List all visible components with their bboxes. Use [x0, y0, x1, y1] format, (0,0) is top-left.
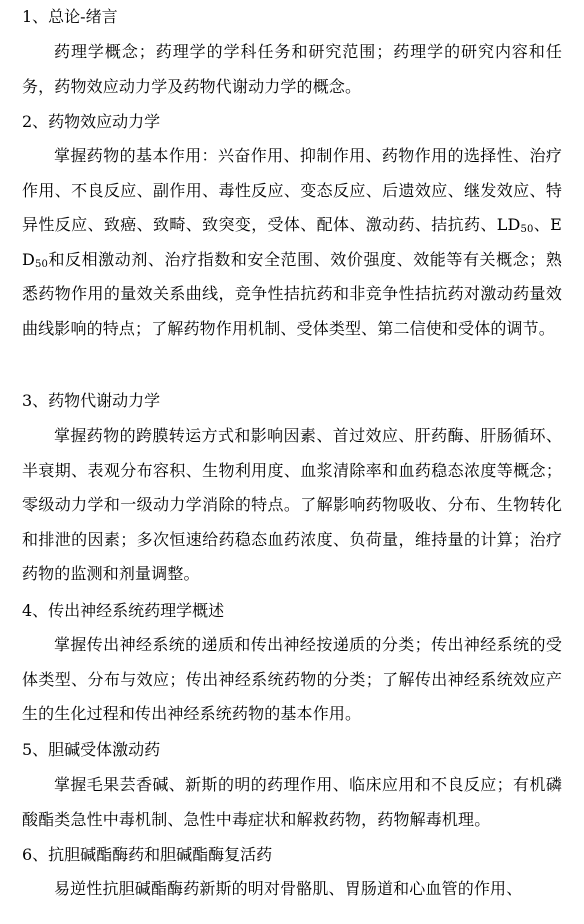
- section-4-paragraph: 掌握传出神经系统的递质和传出神经按递质的分类；传出神经系统的受体类型、分布与效应；传出神经系统药物的分类；了解传出神经系统效应产生的生化过程和传出神经系统药物的基本作用。: [22, 635, 562, 723]
- section-2-paragraph-part-1: 掌握药物的基本作用：兴奋作用、抑制作用、药物作用的选择性、治疗作用、不良反应、副作用、毒性反应、变态反应、后遗效应、继发效应、特异性反应、致癌、致畸、致突变，受体、配体、激动药、拮抗药、: [22, 146, 562, 234]
- ed-label: ED: [22, 215, 562, 269]
- ld-subscript: 50: [520, 224, 534, 235]
- section-6-paragraph: 易逆性抗胆碱酯酶药新斯的明对骨骼肌、胃肠道和心血管的作用、: [54, 879, 523, 898]
- section-4-heading: 4、传出神经系统药理学概述: [22, 601, 225, 620]
- section-6-heading: 6、抗胆碱酯酶药和胆碱酯酶复活药: [22, 845, 273, 864]
- section-1-paragraph: 药理学概念；药理学的学科任务和研究范围；药理学的研究内容和任务，药物效应动力学及药物代谢动力学的概念。: [22, 42, 562, 96]
- section-5-heading: 5、胆碱受体激动药: [22, 740, 161, 759]
- ld-label: LD: [496, 215, 521, 234]
- section-3-heading: 3、药物代谢动力学: [22, 391, 161, 410]
- section-2-paragraph-part-2: 和反相激动剂、治疗指数和安全范围、效价强度、效能等有关概念；熟悉药物作用的量效关系曲线，竞争性拮抗药和非竞争性拮抗药对激动药量效曲线影响的特点；了解药物作用机制、受体类型、第二信使和受体的调节。: [22, 249, 562, 338]
- term-separator: 、: [533, 215, 551, 234]
- section-2-heading: 2、药物效应动力学: [22, 112, 161, 131]
- section-5-paragraph: 掌握毛果芸香碱、新斯的明的药理作用、临床应用和不良反应；有机磷酸酯类急性中毒机制、急性中毒症状和解救药物，药物解毒机理。: [22, 775, 562, 829]
- section-1-heading: 1、总论-绪言: [22, 7, 118, 26]
- ed-subscript: 50: [34, 258, 49, 270]
- ld50-term: [497, 215, 534, 234]
- section-2-paragraph: [22, 139, 562, 346]
- section-3-paragraph: 掌握药物的跨膜转运方式和影响因素、首过效应、肝药酶、肝肠循环、半衰期、表观分布容积、生物利用度、血浆清除率和血药稳态浓度等概念；零级动力学和一级动力学消除的特点。了解影响药物吸收、分布、生物转化和排泄的因素；多次恒速给药稳态血药浓度、负荷量，维持量的计算；治疗药物的监测和剂量调整。: [22, 426, 562, 583]
